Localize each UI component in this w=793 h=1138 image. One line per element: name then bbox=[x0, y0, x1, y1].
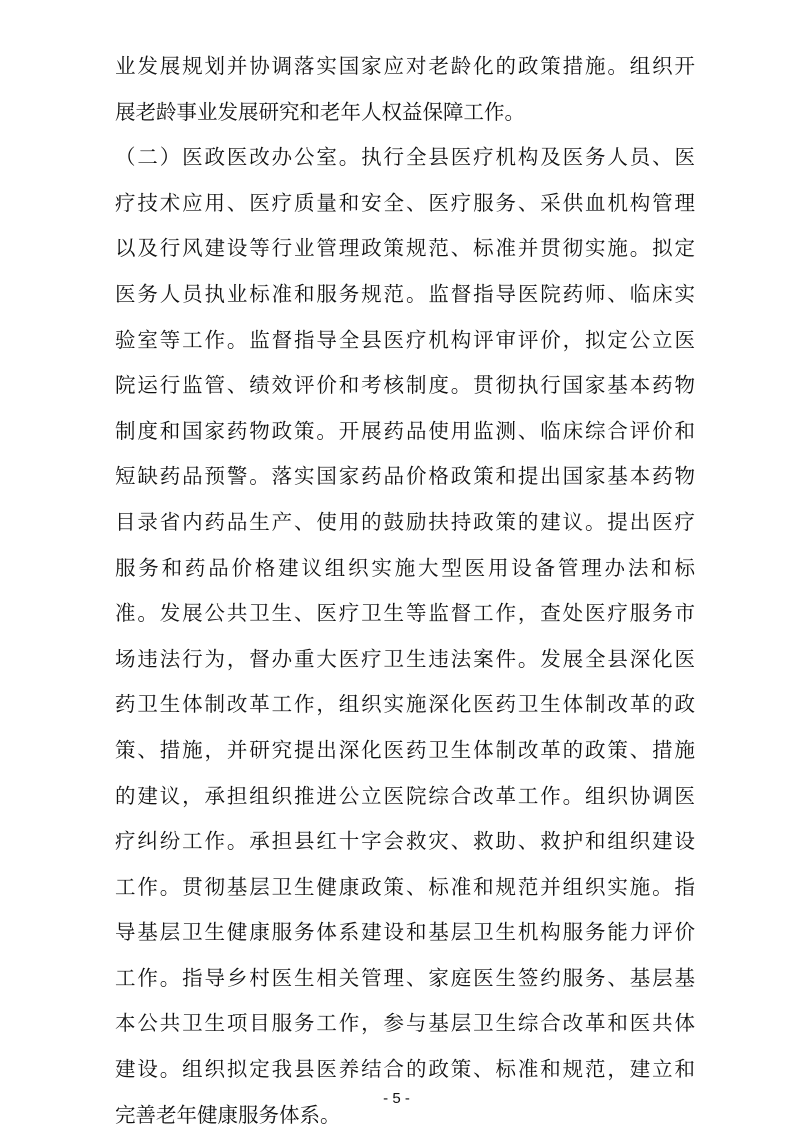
text-line: 服务和药品价格建议组织实施大型医用设备管理办法和标 bbox=[115, 555, 695, 580]
text-line: 导基层卫生健康服务体系建设和基层卫生机构服务能力评价 bbox=[115, 920, 695, 945]
text-line: 业发展规划并协调落实国家应对老龄化的政策措施。组织开 bbox=[115, 54, 695, 78]
text-line: 疗技术应用、医疗质量和安全、医疗服务、采供血机构管理 bbox=[115, 190, 695, 215]
text-line: 目录省内药品生产、使用的鼓励扶持政策的建议。提出医疗 bbox=[115, 509, 695, 534]
text-line: 工作。贯彻基层卫生健康政策、标准和规范并组织实施。指 bbox=[115, 874, 695, 899]
text-line: （二）医政医改办公室。执行全县医疗机构及医务人员、医 bbox=[115, 145, 695, 170]
text-line: 院运行监管、绩效评价和考核制度。贯彻执行国家基本药物 bbox=[115, 373, 695, 398]
text-line: 制度和国家药物政策。开展药品使用监测、临床综合评价和 bbox=[115, 418, 695, 443]
text-line: 建设。组织拟定我县医养结合的政策、标准和规范，建立和 bbox=[115, 1057, 695, 1082]
text-line: 验室等工作。监督指导全县医疗机构评审评价，拟定公立医 bbox=[115, 327, 695, 352]
text-line: 疗纠纷工作。承担县红十字会救灾、救助、救护和组织建设 bbox=[115, 829, 695, 854]
text-line: 策、措施，并研究提出深化医药卫生体制改革的政策、措施 bbox=[115, 737, 695, 762]
text-line: 工作。指导乡村医生相关管理、家庭医生签约服务、基层基 bbox=[115, 965, 695, 990]
text-line: 短缺药品预警。落实国家药品价格政策和提出国家基本药物 bbox=[115, 464, 695, 489]
text-line: 的建议，承担组织推进公立医院综合改革工作。组织协调医 bbox=[115, 783, 695, 808]
text-line: 展老龄事业发展研究和老年人权益保障工作。 bbox=[115, 99, 525, 124]
text-line: 以及行风建设等行业管理政策规范、标准并贯彻实施。拟定 bbox=[115, 236, 695, 261]
text-line: 药卫生体制改革工作，组织实施深化医药卫生体制改革的政 bbox=[115, 692, 695, 717]
page-number: - 5 - bbox=[383, 1090, 410, 1107]
text-line: 本公共卫生项目服务工作，参与基层卫生综合改革和医共体 bbox=[115, 1011, 695, 1036]
text-line: 准。发展公共卫生、医疗卫生等监督工作，查处医疗服务市 bbox=[115, 601, 695, 626]
text-line: 医务人员执业标准和服务规范。监督指导医院药师、临床实 bbox=[115, 281, 695, 306]
text-line: 场违法行为，督办重大医疗卫生违法案件。发展全县深化医 bbox=[115, 646, 695, 671]
text-line: 完善老年健康服务体系。 bbox=[115, 1102, 341, 1127]
body-text bbox=[115, 44, 695, 1138]
